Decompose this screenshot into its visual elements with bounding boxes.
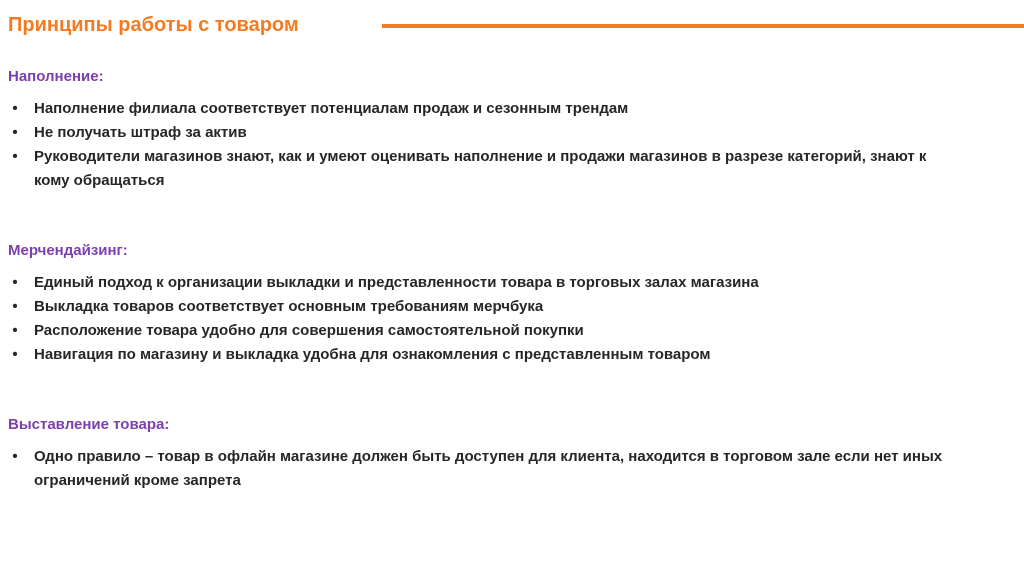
section-merchandising <box>8 242 1008 367</box>
list-item-text: Руководители магазинов знают, как и умеют оценивать наполнение и продажи магазинов в разрезе категорий, знают к кому обращаться <box>34 148 927 189</box>
list-item-text: Одно правило – товар в офлайн магазине должен быть доступен для клиента, находится в торговом зале если нет иных ограничений кроме запрета <box>34 448 943 489</box>
bullet-icon: • <box>12 100 18 117</box>
section-heading: Наполнение: <box>8 68 104 85</box>
bullet-icon: • <box>12 274 18 291</box>
list-item <box>8 445 1024 493</box>
bullet-list <box>8 97 1008 193</box>
list-item <box>8 145 934 193</box>
list-item-text: Навигация по магазину и выкладка удобна для ознакомления с представленным товаром <box>34 346 711 363</box>
title-divider-line <box>382 24 1024 28</box>
list-item <box>8 295 1008 319</box>
list-item-text: Единый подход к организации выкладки и представленности товара в торговых залах магазина <box>34 274 759 291</box>
bullet-list <box>8 445 1008 493</box>
list-item <box>8 319 1008 343</box>
list-item-text: Выкладка товаров соответствует основным требованиям мерчбука <box>34 298 544 315</box>
section-heading: Выставление товара: <box>8 416 170 433</box>
list-item-text: Не получать штраф за актив <box>34 124 247 141</box>
bullet-icon: • <box>12 148 18 165</box>
list-item <box>8 271 1008 295</box>
list-item <box>8 343 1008 367</box>
list-item <box>8 97 1008 121</box>
section-fill <box>8 68 1008 193</box>
list-item <box>8 121 1008 145</box>
section-display <box>8 416 1008 493</box>
bullet-icon: • <box>12 322 18 339</box>
bullet-icon: • <box>12 448 18 465</box>
slide-title: Принципы работы с товаром <box>8 14 299 36</box>
bullet-icon: • <box>12 124 18 141</box>
section-heading: Мерчендайзинг: <box>8 242 128 259</box>
bullet-list <box>8 271 1008 367</box>
bullet-icon: • <box>12 346 18 363</box>
list-item-text: Расположение товара удобно для совершения самостоятельной покупки <box>34 322 584 339</box>
bullet-icon: • <box>12 298 18 315</box>
list-item-text: Наполнение филиала соответствует потенциалам продаж и сезонным трендам <box>34 100 629 117</box>
